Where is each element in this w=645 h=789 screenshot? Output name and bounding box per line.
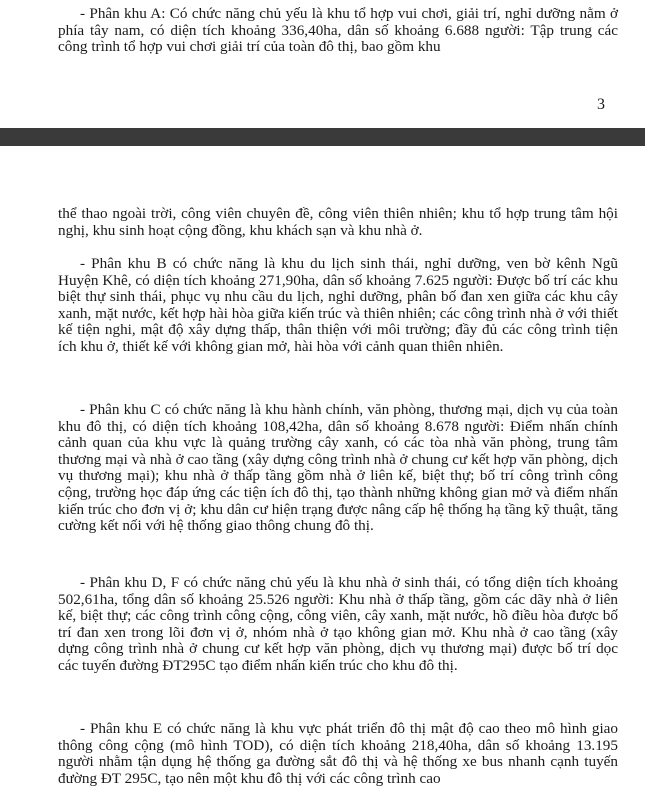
paragraph-zone-e: - Phân khu E có chức năng là khu vực phát triển đô thị mật độ cao theo mô hình giao thông công cộng (mô hình TOD), có diện tích khoảng 218,40ha, dân số khoảng 13.195 người nhằm tận dụng hệ thống ga đường sắt đô thị và hệ thống xe bus nhanh cạnh tuyến đường ĐT 295C, tạo nên một khu đô thị với các công trình cao	[58, 720, 618, 787]
paragraph-zone-df: - Phân khu D, F có chức năng chủ yếu là khu nhà ở sinh thái, có tổng diện tích khoảng 502,61ha, tổng dân số khoảng 25.526 người: Khu nhà ở thấp tầng, gồm các dãy nhà ở liên kế, biệt thự; các công trình công cộng, công viên, cây xanh, mặt nước, hồ điều hòa được bố trí đan xen trong lõi đơn vị ở, nhóm nhà ở tạo không gian mở. Khu nhà ở cao tầng (xây dựng công trình nhà ở chung cư kết hợp văn phòng, dịch vụ thương mại) được bố trí dọc các tuyến đường ĐT295C tạo điểm nhấn kiến trúc cho khu đô thị.	[58, 574, 618, 674]
paragraph-zone-a: - Phân khu A: Có chức năng chủ yếu là khu tổ hợp vui chơi, giải trí, nghỉ dưỡng nằm ở phía tây nam, có diện tích khoảng 336,40ha, dân số khoảng 6.688 người: Tập trung các công trình tổ hợp vui chơi giải trí của toàn đô thị, bao gồm khu	[58, 5, 618, 56]
paragraph-zone-a-continued: thể thao ngoài trời, công viên chuyên đề, công viên thiên nhiên; khu tổ hợp trung tâm hội nghị, khu sinh hoạt cộng đồng, khu khách sạn và khu nhà ở.	[58, 205, 618, 239]
paragraph-zone-b: - Phân khu B có chức năng là khu du lịch sinh thái, nghỉ dưỡng, ven bờ kênh Ngũ Huyện Khê, có diện tích khoảng 271,90ha, dân số khoảng 7.625 người: Được bố trí các khu biệt thự sinh thái, phục vụ nhu cầu du lịch, nghỉ dưỡng, phân bố đan xen giữa các khu cây xanh, mặt nước, kết hợp hài hòa giữa kiến trúc và thiên nhiên; các công trình nhà ở với thiết kế tiện nghi, mật độ xây dựng thấp, thân thiện với môi trường; đầy đủ các công trình tiện ích khu ở, thiết kế với không gian mở, hài hòa với cảnh quan thiên nhiên.	[58, 255, 618, 355]
paragraph-zone-c: - Phân khu C có chức năng là khu hành chính, văn phòng, thương mại, dịch vụ của toàn khu đô thị, có diện tích khoảng 108,42ha, dân số khoảng 8.678 người: Điểm nhấn chính cảnh quan của khu vực là quảng trường cây xanh, có các tòa nhà văn phòng, trung tâm thương mại và nhà ở cao tầng (xây dựng công trình nhà ở chung cư kết hợp văn phòng, dịch vụ thương mại); khu nhà ở thấp tầng gồm nhà ở liên kế, biệt thự; bố trí công trình công cộng, trường học đáp ứng các tiện ích đô thị, tạo thành những không gian mở và điểm nhấn kiến trúc cho đơn vị ở; khu dân cư hiện trạng được nâng cấp hệ thống hạ tầng kỹ thuật, tăng cường kết nối với hệ thống giao thông chung đô thị.	[58, 401, 618, 535]
page-number: 3	[597, 96, 605, 113]
page-separator	[0, 128, 645, 146]
page-top	[0, 0, 645, 128]
page-bottom	[0, 146, 645, 789]
